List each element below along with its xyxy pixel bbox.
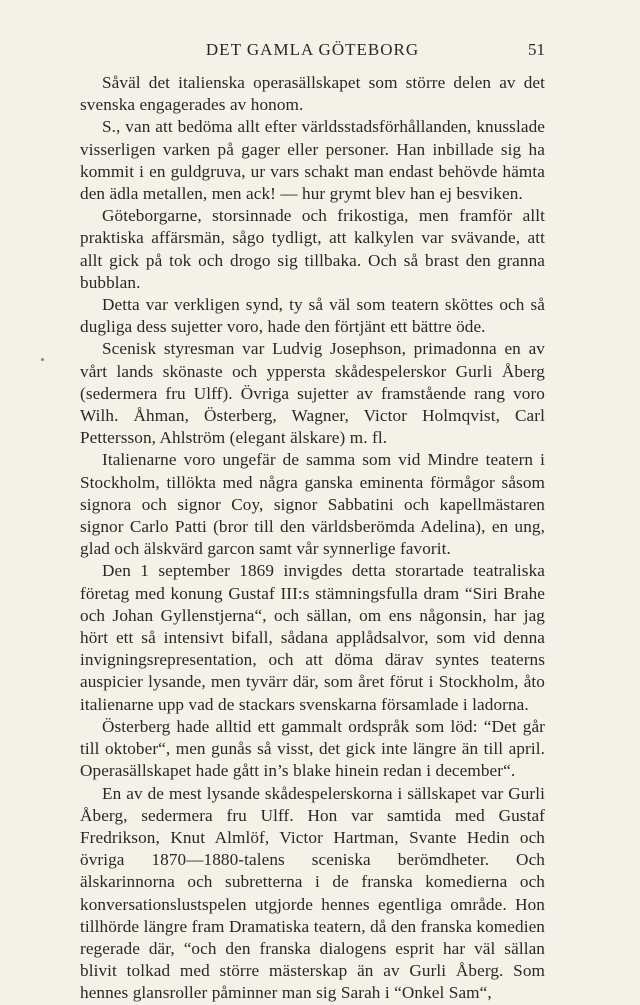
paragraph: Göteborgarne, storsinnade och frikostiga, men framför allt praktiska affärsmän, sågo tydligt, att kalkylen var svävande, att allt gick på tok och drogo sig tillbaka. Och så brast den granna bubblan. xyxy=(80,206,545,292)
paragraph: Detta var verkligen synd, ty så väl som teatern sköttes och så dugliga dess sujetter voro, hade den förtjänt ett bättre öde. xyxy=(80,295,545,337)
paragraph: Den 1 september 1869 invigdes detta storartade teatraliska företag med konung Gustaf III:s stämningsfulla dram “Siri Brahe och Johan Gyllenstjerna“, och sällan, om ens någonsin, har jag hört ett så intensivt bifall, sådana applådsalvor, som vid denna invigningsrepresentation, och att döma därav syntes teaterns auspicier lysande, men tyvärr där, som året förut i Stockholm, åto italienarne upp vad de stackars svenskarna församlade i ladorna. xyxy=(80,561,545,714)
paragraph: En av de mest lysande skådespelerskorna i sällskapet var Gurli Åberg, sedermera fru Ulff. Hon var samtida med Gustaf Fredrikson, Knut Almlöf, Victor Hartman, Svante Hedin och övriga 1870—1880-talens sceniska berömdheter. Och älskarinnorna och subretterna i de franska komedierna och konversationslustspelen utgjorde hennes egentliga område. Hon tillhörde längre fram Dramatiska teatern, då den franska komedien regerade där, “och den franska dialogens esprit har väl sällan blivit tolkad med större mästerskap än av Gurli Åberg. Som hennes glansroller påminner man sig Sarah i “Onkel Sam“, xyxy=(80,783,545,1003)
margin-dot xyxy=(41,358,44,361)
paragraph: S., van att bedöma allt efter världsstadsförhållanden, knusslade visserligen varken på gager eller personer. Han inbillade sig ha kommit i en guldgruva, ur vars schakt man endast behövde hämta den ädla metallen, men ack! — hur grymt blev han ej besviken. xyxy=(80,117,545,204)
paragraph: Italienarne voro ungefär de samma som vid Mindre teatern i Stockholm, tillökta med några ganska eminenta förmågor såsom signora och signor Coy, signor Sabbatini och kapellmästaren signor Carlo Patti (bror till den världsberömda Adelina), en ung, glad och älskvärd garcon samt vår synnerlige favorit. xyxy=(80,450,545,559)
page-number: 51 xyxy=(528,40,545,59)
paragraph: Scenisk styresman var Ludvig Josephson, primadonna en av vårt lands skönaste och yppersta skådespelerskor Gurli Åberg (sedermera fru Ulff). Övriga sujetter av framstående rang voro Wilh. Åhman, Österberg, Wagner, Victor Holmqvist, Carl Pettersson, Ahlström (elegant älskare) m. fl. xyxy=(80,339,545,448)
paragraph: Österberg hade alltid ett gammalt ordspråk som löd: “Det går till oktober“, men gunås så visst, det gick inte längre än till april. Operasällskapet hade gått in’s blake hinein redan i december“. xyxy=(80,716,545,781)
header-title: DET GAMLA GÖTEBORG xyxy=(205,40,420,59)
body-text xyxy=(80,72,545,1005)
running-header xyxy=(80,40,545,62)
paragraph: Såväl det italienska operasällskapet som större delen av det svenska engagerades av honom. xyxy=(80,73,545,115)
